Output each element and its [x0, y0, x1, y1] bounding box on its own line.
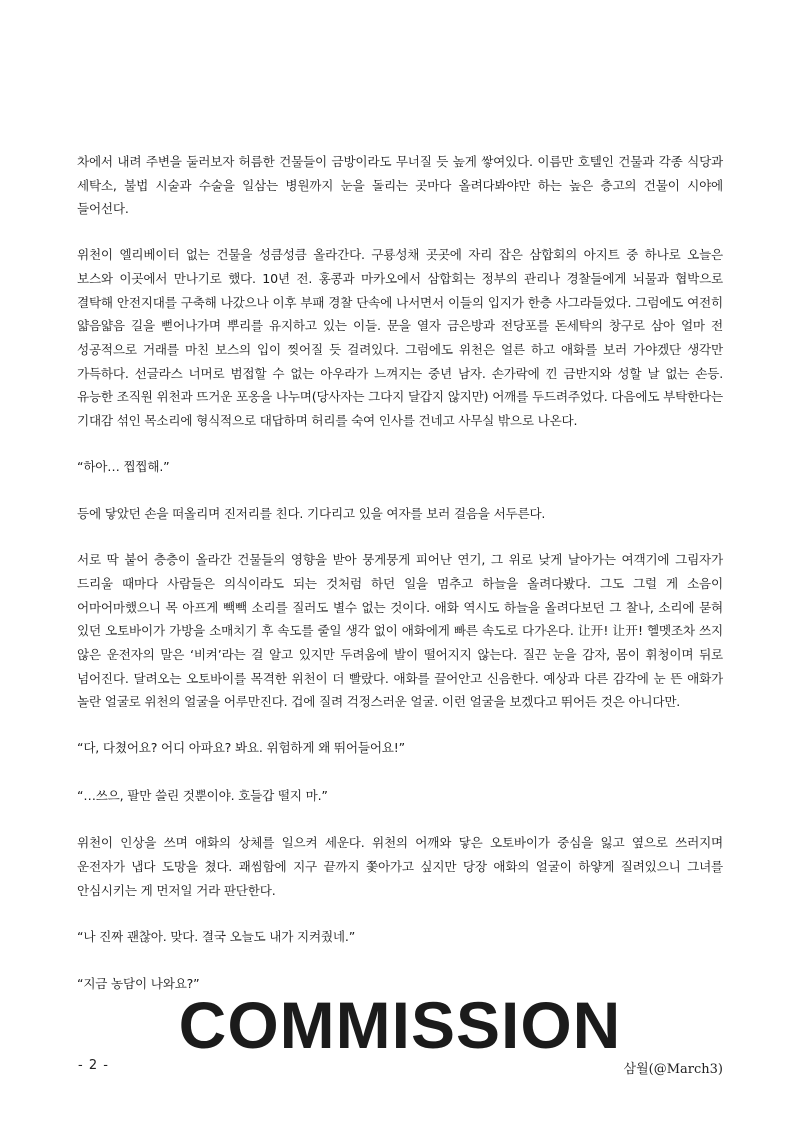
dialogue-line: “지금 농담이 나와요?”: [77, 976, 200, 992]
dialogue-line: “…쓰으, 팔만 쓸린 것뿐이야. 호들갑 떨지 마.”: [77, 787, 328, 803]
paragraph: 위천이 엘리베이터 없는 건물을 성큼성큼 올라간다. 구룡성채 곳곳에 자리 잡은 삼합회의 아지트 중 하나로 오늘은 보스와 이곳에서 만나기로 했다. 10년 전. 홍콩과 마카오에서 삼합회는 정부의 관리나 경찰들에게 뇌물과 협박으로 결탁해 안전지대를 구축해 나갔으나 이후 부패 경찰 단속에 나서면서 이들의 입지가 한층 사그라들었다. 그럼에도 여전히 얇음얇음 길을 뻗어나가며 뿌리를 유지하고 있는 이들. 문을 열자 금은방과 전당포를 돈세탁의 창구로 삼아 얼마 전 성공적으로 거래를 마친 보스의 입이 찢어질 듯 걸려있다. 그럼에도 위천은 얼른 하고 애화를 보러 가야겠단 생각만 가득하다. 선글라스 너머로 범접할 수 없는 아우라가 느껴지는 중년 남자. 손가락에 낀 금반지와 성할 날 없는 손등. 유능한 조직원 위천과 뜨거운 포옹을 나누며(당사자는 그다지 달갑지 않지만) 어깨를 두드려주었다. 다음에도 부탁한다는 기대감 섞인 목소리에 형식적으로 대답하며 허리를 숙여 인사를 건네고 사무실 밖으로 나온다.: [77, 247, 723, 429]
commission-watermark: COMMISSION: [178, 988, 622, 1062]
paragraph: 위천이 인상을 쓰며 애화의 상체를 일으켜 세운다. 위천의 어깨와 닿은 오토바이가 중심을 잃고 옆으로 쓰러지며 운전자가 냅다 도망을 쳤다. 괘씸함에 지구 끝까지 쫓아가고 싶지만 당장 애화의 얼굴이 하얗게 질려있으니 그녀를 안심시키는 게 먼저일 거라 판단한다.: [77, 835, 723, 898]
paragraph: 서로 딱 붙어 층층이 올라간 건물들의 영향을 받아 뭉게뭉게 피어난 연기, 그 위로 낮게 날아가는 여객기에 그림자가 드리울 때마다 사람들은 의식이라도 되는 것처럼 하던 일을 멈추고 하늘을 올려다봤다. 그도 그럴 게 소음이 어마어마했으니 목 아프게 빽빽 소리를 질러도 별수 없는 것이다. 애화 역시도 하늘을 올려다보던 그 찰나, 소리에 묻혀 있던 오토바이가 가방을 소매치기 후 속도를 줄일 생각 없이 애화에게 빠른 속도로 다가온다. 让开! 让开! 헬멧조차 쓰지 않은 운전자의 말은 ‘비켜’라는 걸 알고 있지만 두려움에 발이 떨어지지 않는다. 질끈 눈을 감자, 몸이 휘청이며 뒤로 넘어진다. 달려오는 오토바이를 목격한 위천이 더 빨랐다. 애화를 끌어안고 신음한다. 예상과 다른 감각에 눈 뜬 애화가 놀란 얼굴로 위천의 얼굴을 어루만진다. 겁에 질려 걱정스러운 얼굴. 이런 얼굴을 보겠다고 뛰어든 것은 아니다만.: [77, 552, 723, 710]
document-body: [77, 150, 723, 1020]
author-credit: 삼월(@March3): [623, 1062, 723, 1077]
dialogue-line: “하아… 찝찝해.”: [77, 458, 170, 474]
dialogue-line: “나 진짜 괜찮아. 맞다. 결국 오늘도 내가 지켜줬네.”: [77, 928, 356, 944]
page-number: - 2 -: [78, 1058, 109, 1073]
dialogue-line: “다, 다쳤어요? 어디 아파요? 봐요. 위험하게 왜 뛰어들어요!”: [77, 740, 405, 756]
paragraph: 등에 닿았던 손을 떠올리며 진저리를 친다. 기다리고 있을 여자를 보러 걸음을 서두른다.: [77, 506, 546, 522]
paragraph: 차에서 내려 주변을 둘러보자 허름한 건물들이 금방이라도 무너질 듯 높게 쌓여있다. 이름만 호텔인 건물과 각종 식당과 세탁소, 불법 시술과 수술을 일삼는 병원까지 눈을 돌리는 곳마다 올려다봐야만 하는 높은 층고의 건물이 시야에 들어선다.: [77, 154, 723, 217]
